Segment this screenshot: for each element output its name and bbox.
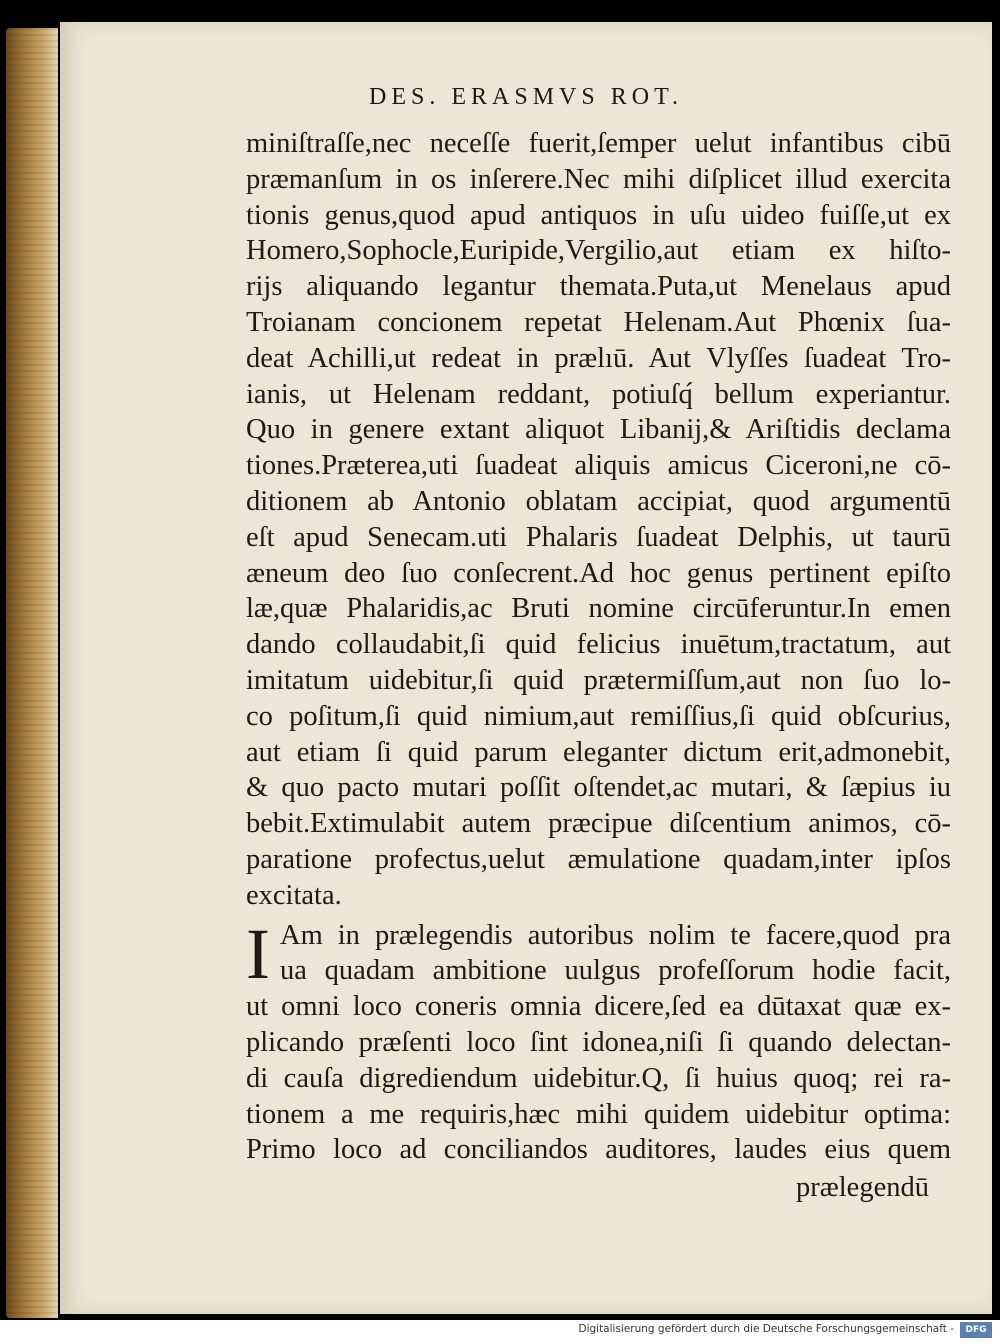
text-line: aut etiam ſi quid parum eleganter dictum erit,admonebit, (246, 736, 951, 768)
text-line: di cauſa digrediendum uidebitur.Q, ſi huius quoq; rei ra- (246, 1062, 951, 1094)
text-line: æneum deo ſuo conſecrent.Ad hoc genus pertinent epiſto (246, 557, 951, 589)
text-line: tionem a me requiris,hæc mihi quidem uidebitur optima: (246, 1098, 951, 1130)
text-line: præmanſum in os inſerere.Nec mihi diſplicet illud exercita (246, 163, 951, 195)
dfg-logo-icon: DFG (960, 1322, 992, 1338)
page (60, 22, 992, 1314)
text-line: rijs aliquando legantur themata.Puta,ut Menelaus apud (246, 271, 951, 303)
text-line: Troianam concionem repetat Helenam.Aut Phœnix ſua- (246, 306, 951, 338)
text-line: miniſtraſſe,nec neceſſe fuerit,ſemper uelut infantibus cibū (246, 128, 951, 159)
text-line: ianis, ut Helenam reddant, potiuſq́ bellum experiantur. (246, 378, 951, 410)
text-line: imitatum uidebitur,ſi quid prætermiſſum,aut non ſuo lo- (246, 664, 951, 696)
text-line: dando collaudabit,ſi quid felicius inuētum,tractatum, aut (246, 629, 951, 661)
text-line: Primo loco ad conciliandos auditores, laudes eius quem (246, 1134, 951, 1166)
catchword: prælegendū (796, 1172, 929, 1203)
text-line: ditionem ab Antonio oblatam accipiat, quod argumentū (246, 485, 951, 517)
text-line: Quo in genere extant aliquot Libanij,& Ariſtidis declama (246, 414, 951, 446)
text-line: Am in prælegendis autoribus nolim te facere,quod pra (280, 919, 951, 951)
footer-credit: Digitalisierung gefördert durch die Deutsche Forschungsgemeinschaft - (578, 1323, 954, 1335)
paragraph-1 (246, 126, 951, 914)
book (0, 10, 1000, 1316)
text-line: tionis genus,quod apud antiquos in uſu uideo fuiſſe,ut ex (246, 199, 951, 231)
text-line: Homero,Sophocle,Euripide,Vergilio,aut etiam ex hiſto- (246, 235, 951, 267)
digitization-footer (0, 1320, 1000, 1343)
text-line: & quo pacto mutari poſſit oſtendet,ac mutari, & ſæpius iu (246, 772, 951, 804)
text-line: deat Achilli,ut redeat in prælıū. Aut Vlyſſes ſuadeat Tro- (246, 342, 951, 374)
body-text (246, 126, 951, 1168)
text-line: læ,quæ Phalaridis,ac Bruti nomine circūferuntur.In emen (246, 593, 951, 625)
text-line: eſt apud Senecam.uti Phalaris ſuadeat Delphis, ut taurū (246, 521, 951, 553)
text-line: bebit.Extimulabit autem præcipue diſcentium animos, cō- (246, 808, 951, 840)
text-line: excitata. (246, 879, 342, 911)
text-line: paratione profectus,uelut æmulatione quadam,inter ipſos (246, 843, 951, 875)
text-line: co poſitum,ſi quid nimium,aut remiſſius,ſi quid obſcurius, (246, 700, 951, 732)
drop-initial: I (246, 913, 270, 994)
text-line: tiones.Præterea,uti ſuadeat aliquis amicus Ciceroni,ne cō- (246, 450, 951, 482)
text-line: ut omni loco coneris omnia dicere,ſed ea dūtaxat quæ ex- (246, 991, 951, 1023)
running-head: DES. ERASMVS ROT. (369, 84, 683, 110)
page-edge (6, 28, 58, 1318)
initial-block (246, 913, 951, 994)
paragraph-2 (246, 913, 951, 1169)
text-line: ua quadam ambitione uulgus profeſſorum hodie facit, (280, 955, 951, 987)
text-line: plicando præſenti loco ſint idonea,niſi ſi quando delectan- (246, 1026, 951, 1058)
